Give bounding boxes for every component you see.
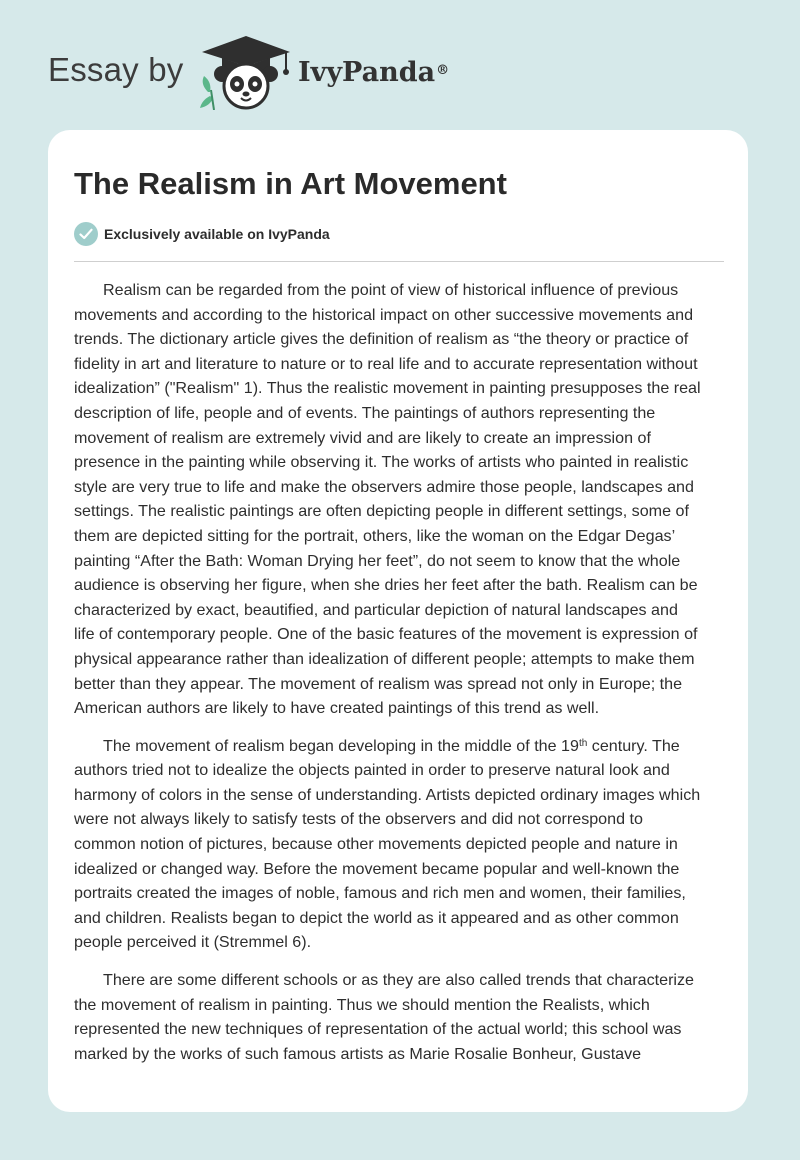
paragraph-line: trends. The dictionary article gives the definition of realism as “the theory or practice of (74, 330, 689, 349)
paragraph-line: description of life, people and of events. The paintings of authors representing the (74, 403, 656, 422)
paragraph-line: common notion of pictures, because other movements depicted people and nature in (74, 835, 678, 854)
essay-body (74, 278, 724, 1079)
paragraph-line: audience is observing her figure, when she dries her feet after the bath. Realism can be (74, 576, 698, 595)
paragraph-text: century. The (587, 736, 680, 755)
paragraph-line: the movement of realism in painting. Thus we should mention the Realists, which (74, 995, 650, 1014)
exclusive-badge-text: Exclusively available on IvyPanda (104, 226, 330, 242)
paragraph-line: people perceived it (Stremmel 6). (74, 933, 312, 952)
paragraph-line (74, 734, 724, 759)
paragraph-2 (74, 734, 724, 955)
title-divider (74, 261, 724, 262)
paragraph-line: American authors are likely to have created paintings of this trend as well. (74, 699, 600, 718)
paragraph-line: movements and according to the historical impact on other successive movements and (74, 305, 694, 324)
paragraph-line: painting “After the Bath: Woman Drying her feet”, do not seem to know that the whole (74, 551, 681, 570)
paragraph-line: idealization” ("Realism" 1). Thus the realistic movement in painting presupposes the real (74, 379, 701, 398)
panda-graduate-logo-icon[interactable] (198, 34, 294, 110)
paragraph-line: better than they appear. The movement of realism was spread not only in Europe; the (74, 674, 683, 693)
site-header (0, 0, 800, 128)
exclusive-badge (74, 222, 330, 246)
paragraph-text: The movement of realism began developing in the middle of the 19 (103, 736, 579, 755)
paragraph-line: life of contemporary people. One of the basic features of the movement is expression of (74, 625, 698, 644)
registered-mark: ® (436, 63, 450, 78)
paragraph-3 (74, 968, 724, 1066)
brand-prefix: Essay by (48, 51, 184, 88)
paragraph-line: fidelity in art and literature to nature or to real life and to accurate representation without (74, 354, 698, 373)
paragraph-line: harmony of colors in the sense of understanding. Artists depicted ordinary images which (74, 785, 701, 804)
paragraph-line: authors tried not to idealize the objects painted in order to preserve natural look and (74, 761, 670, 780)
paragraph-line: physical appearance rather than idealization of different people; attempts to make them (74, 649, 695, 668)
paragraph-line: settings. The realistic paintings are often depicting people in different settings, some of (74, 502, 689, 521)
paragraph-line: idealized or changed way. Before the movement became popular and well-known the (74, 859, 680, 878)
brand-name[interactable]: IvyPanda® (298, 57, 450, 88)
paragraph-line: were not always likely to satisfy tests of the observers and did not correspond to (74, 810, 643, 829)
paragraph-line: Realism can be regarded from the point of view of historical influence of previous (103, 281, 679, 299)
paragraph-line: marked by the works of such famous artists as Marie Rosalie Bonheur, Gustave (74, 1044, 642, 1063)
paragraph-line: There are some different schools or as they are also called trends that characterize (103, 971, 695, 990)
paragraph-line: movement of realism are extremely vivid and are likely to create an impression of (74, 428, 651, 447)
paragraph-line: and children. Realists began to depict the world as it appeared and as other common (74, 908, 679, 927)
paragraph-1 (74, 278, 724, 721)
paragraph-line: represented the new techniques of representation of the actual world; this school was (74, 1020, 682, 1039)
check-circle-icon (74, 222, 98, 246)
paragraph-line: style are very true to life and make the observers admire those people, landscapes and (74, 477, 694, 496)
essay-title: The Realism in Art Movement (74, 166, 507, 201)
essay-card (48, 130, 748, 1112)
ordinal-suffix: th (578, 737, 588, 749)
paragraph-line: characterized by exact, beautified, and particular depiction of natural landscapes and (74, 600, 678, 619)
paragraph-line: portraits created the images of noble, famous and rich men and women, their families, (74, 884, 686, 903)
paragraph-line: them are depicted sitting for the portrait, others, like the woman on the Edgar Degas’ (74, 526, 676, 545)
paragraph-line: presence in the painting while observing it. The works of artists who painted in realistic (74, 453, 689, 472)
